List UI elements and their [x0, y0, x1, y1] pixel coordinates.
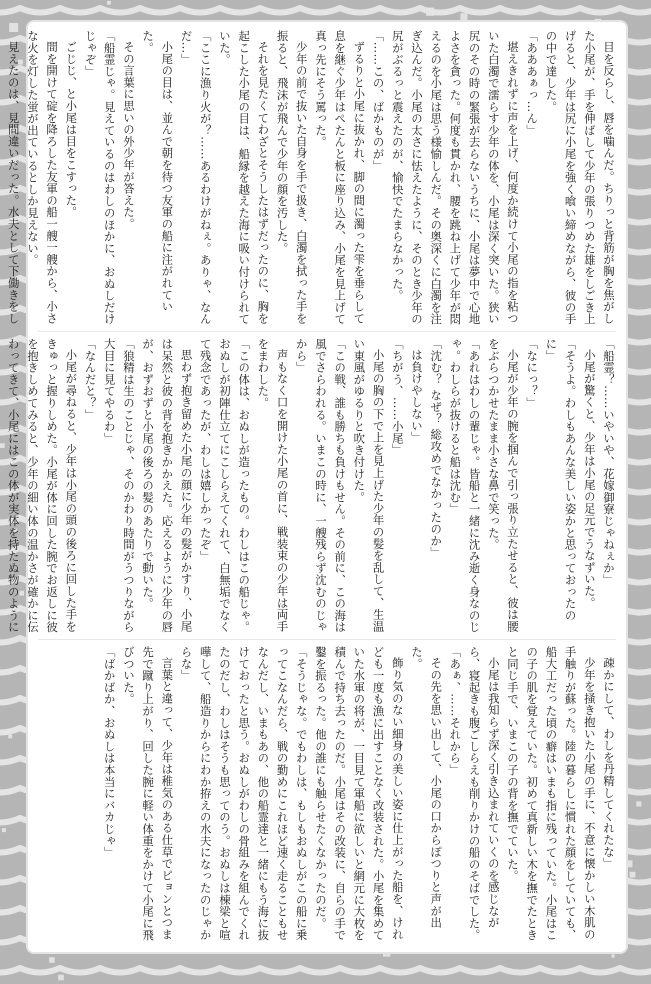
dialogue-paragraph: 「あぁ、……それから」 [448, 646, 463, 776]
narration-paragraph: 少年を掻き抱いた小尾の手に、不意に懐かしい木肌の手触りが蘇った。陸の暮らしに慣れた顔をしていても、船大工だった頃の癖はいまも指に残っていた。小尾はこの子の肌を覚えていた。初めて真新しい木を撫でたときと同じ手で、いまこの子の背を撫でていた。 [505, 646, 597, 941]
narration-paragraph: 小尾が驚くと、少年は小尾の足元でうなずいた。 [582, 349, 597, 609]
dialogue-paragraph: 「沈む？ なぜ？ 総攻めでなかったのか」 [429, 338, 444, 559]
sparkle-dot [426, 8, 434, 16]
dialogue-paragraph: 「なんだと？」 [83, 338, 98, 421]
sparkle-dot [611, 954, 614, 957]
sparkle-dot [8, 735, 12, 739]
narration-paragraph: 思わず抱き留めた小尾の顔に少年の髪がかすり、小尾は呆然と彼の背を抱きかかえた。応えるように少年の唇が、おずおずと小尾の後ろの髪のあたりで動いた。 [141, 338, 194, 633]
dialogue-paragraph: 「この体は、おぬしが造ったもの。わしはこの船じゃ。おぬしが初陣仕立てにこしらえてくれて、白無垢でなくて残念であったが、わしは嬉しかったぞ」 [198, 338, 252, 633]
dialogue-paragraph: 「そうじゃな。でもわしは、もしもおぬしがこの船に乗ってこなんだら、戦の勤めにこれほど速く走ることもせなんだし、いまもあの、他の船霊達と一緒にもう海に抜けておったと思う。おぬしがわしの骨組みを組んでくれたのだし、わしはそうも思ってのう。おぬしは棟梁と喧嘩して、船造りからにわか拵えの水夫になったのじゃからな」 [179, 646, 309, 941]
narration-paragraph: 言葉と違って、少年は稚気のある仕草でピョンとつま先で蹴り上がり、回した腕に軽い体重をかけて小尾に飛びついた。 [121, 646, 175, 941]
narration-paragraph: その先を思い出して、小尾の口からぽつりと声が出た。 [409, 646, 444, 929]
narration-paragraph: 小尾の目は、並んで朝を待つ友軍の船に注がれていた。 [141, 30, 175, 313]
narration-paragraph: その言葉に思いの外少年が答えた。 [121, 41, 136, 231]
dialogue-paragraph: 「船霊じゃ。見えているのはわしのほかに、おぬしだけじゃぞ」 [83, 30, 117, 325]
narration-paragraph: 声もなく口を開けた小尾の首に、戦装束の少年は両手をまわした。 [256, 338, 290, 633]
narration-paragraph: 目を反らし、唇を噛んだ。ちりっと背筋が胸を焦がした小尾が、手を伸ばして少年の張りつめた雄をしごき上げると、少年は尻に小尾を強く喰い締めながら、彼の手の中で達した。 [544, 30, 616, 325]
tier-divider [38, 639, 616, 640]
narration-paragraph: ずるりと小尾に抜かれ、脚の間に濁った雫を垂らして息を継ぐ少年はぺたんと板に座り込み、小尾を見上げて真っ先にそう罵った。 [313, 30, 367, 325]
narration-paragraph: 小尾は我知らず深く引き込まれていくのを感じながら、寝起きも腹ごしらえも削りかけの船のそばでした。 [467, 646, 501, 941]
dialogue-paragraph: 「ちがう、……小尾」 [390, 338, 405, 456]
sparkle-dot [636, 801, 641, 806]
narration-paragraph: 小尾が尋ねると、少年は小尾の頭の後ろに回した手をきゅっと握りしめた。小尾が体に回した腕でお返しに彼を抱きしめてみると、少年の細い体の温かさが確かに伝わってきて、小尾にはこの体が実体を持たぬ物のように [6, 338, 79, 633]
narration-paragraph: 小尾の胸の下で上を見上げた少年の髪を乱して、生温い東風がゆるりと吹き付けた。 [352, 338, 386, 633]
sparkle-dot [460, 13, 467, 20]
sparkle-dot [2, 828, 6, 832]
dialogue-paragraph: 「なにっ？」 [525, 338, 540, 409]
sparkle-dot [107, 1, 111, 5]
narration-paragraph: ごじじ、と小尾は目をこすった。 [64, 41, 79, 219]
dialogue-paragraph: 「……この、ばかものが」 [371, 30, 386, 172]
dialogue-paragraph: 「あれはわしの輩じゃ。皆船と一緒に沈み逝く身なのじゃ。わしらが抜けると船は沈む」 [448, 338, 482, 633]
narration-paragraph: 少年の前で抜いた自身を手で扱き、白濁を拭った手を振ると、飛沫が飛んで少年の顔を汚した。 [275, 30, 309, 325]
sparkle-dot [58, 975, 64, 981]
sparkle-dot [630, 872, 636, 878]
dialogue-paragraph: 「この戦、誰も勝ちも負けもせん。その前に、この海は風でさらわれる。いまこの時に、一艘残らず沈むのじゃから」 [294, 338, 348, 633]
narration-paragraph: は負けやしない」 [409, 349, 424, 444]
dialogue-paragraph: 「そうよ。わしもあんな美しい姿かと思っておったのに」 [544, 338, 578, 622]
dialogue-paragraph: 「狼精は生のことじゃ、そのかわり時間がうつりながら大目に見てやるわ」 [102, 338, 136, 633]
narration-paragraph: 間を開けて碇を降ろした友軍の船一艘一艘から、小さな火を灯した蛍が出ているとしか見えない。 [25, 30, 60, 325]
narration-paragraph: 小尾が少年の腕を掴んで引っ張り立たせると、彼は腰をぶらつかせたまま小さな鼻で笑った。 [486, 338, 520, 633]
narration-paragraph: 見えたのは、見間違いだった。水夫として下働きをし [6, 41, 21, 325]
narration-paragraph: 疎かにして、わしを丹精してくれたな」 [602, 657, 616, 870]
dialogue-paragraph: 「船霊？……いやいや、花嫁御寮じゃねぇか」 [602, 338, 616, 586]
tier-divider [38, 331, 616, 332]
dialogue-paragraph: 「ここに漁り火が？……あるわけがねぇ。ありゃ、なんだ…」 [179, 30, 213, 325]
sparkle-dot [637, 613, 640, 616]
text-tier-bottom [38, 646, 618, 941]
narration-paragraph: 堪えきれずに声を上げ、何度か続けて小尾の指を粘ついた白濁で濡らす少年の体を、小尾は深く突いた。狭い尻のその時の緊張が去らないうちに、小尾は夢中で心地よさを貪った。何度も貫かれ、腰を跳ね上げて少年が悶えるのを小尾は思う様愉しんだ。その奥深くに白濁を注ぎ込んだ。小尾の太さに怯えたように、そのとき少年の尻がぶるっと震えたのが、愉快でたまらなかった。 [390, 30, 520, 325]
dialogue-paragraph: 「ばかばか、おぬしは本当にバカじゃ」 [102, 646, 117, 859]
sparkle-dot [626, 860, 633, 867]
text-tier-middle [6, 338, 618, 633]
dialogue-paragraph: 「あああぁっ…ん」 [525, 30, 540, 137]
text-tier-top [6, 30, 618, 325]
sparkle-dot [49, 957, 55, 963]
narration-paragraph: 飾り気のない細身の美しい姿に仕上がった船を、けれども一度も漁に出すことなく改装された。小尾を集めていた水軍の将が、一目見て軍船に欲しいと網元に大枚を積んで持ち去ったのだ。小尾はその改装に、自らの手で鑿を振るった。他の誰にも触らせたくなかったのだ。 [313, 646, 405, 941]
text-panel [6, 22, 626, 952]
narration-paragraph: それを見たくてわざとそうしたはずだったのに、胸を起こした小尾の目は、船縁を越えた海に吸い付けられていた。 [217, 30, 271, 325]
